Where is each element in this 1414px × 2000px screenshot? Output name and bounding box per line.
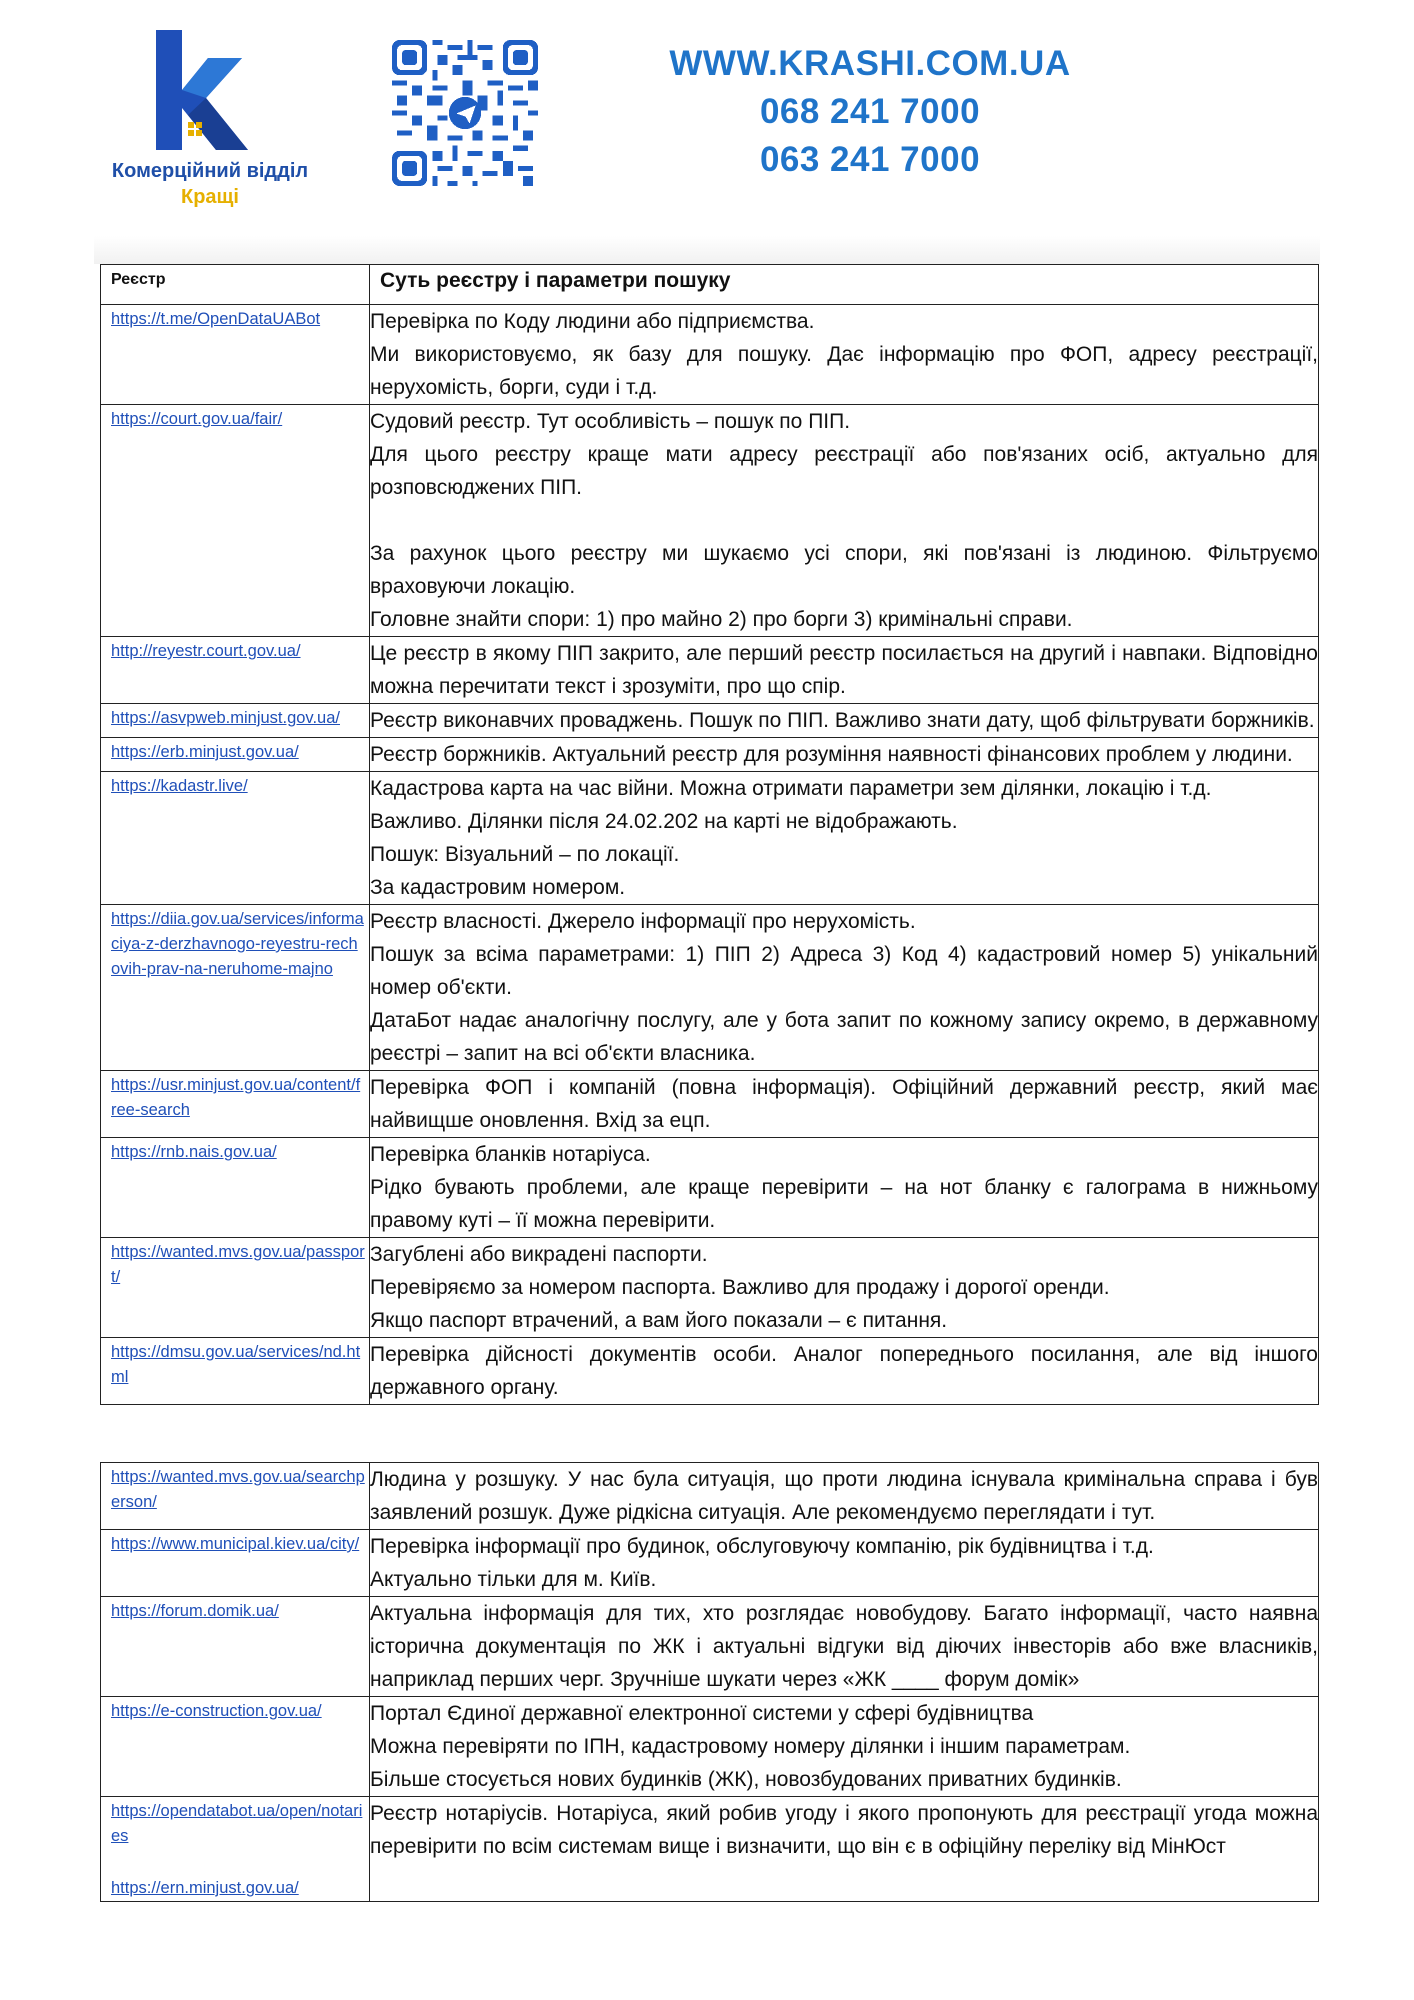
description-paragraph: Ми використовуємо, як базу для пошуку. Дає інформацію про ФОП, адресу реєстрації, нерухомість, борги, суди і т.д.: [370, 343, 1318, 399]
column-header-description: Суть реєстру і параметри пошуку: [370, 265, 1319, 305]
link-spacer: [101, 1849, 369, 1874]
registry-cell: [101, 1463, 370, 1530]
table-row: [101, 905, 1319, 1071]
registry-link[interactable]: https://e-construction.gov.ua/: [111, 1702, 322, 1720]
registry-cell: [101, 1071, 370, 1138]
description-paragraph: Це реєстр в якому ПІП закрито, але перший реєстр посилається на другий і навпаки. Відповідно можна перечитати текст і зрозуміти, про що спір.: [370, 642, 1318, 698]
table-row: [101, 704, 1319, 738]
qr-code[interactable]: [392, 40, 538, 186]
description-paragraph: Для цього реєстру краще мати адресу реєстрації або пов'язаних осіб, актуально для розповсюджених ПІП.: [370, 443, 1318, 499]
registry-link[interactable]: https://usr.minjust.gov.ua/content/free-search: [111, 1076, 361, 1119]
description-paragraph: Судовий реєстр. Тут особливість – пошук по ПІП.: [370, 410, 851, 433]
table-row: [101, 1238, 1319, 1338]
logo-text-brand: Кращі: [181, 186, 239, 208]
registry-cell: [101, 637, 370, 704]
description-paragraph: Важливо. Ділянки після 24.02.202 на карті не відображають.: [370, 810, 958, 833]
registry-cell: [101, 704, 370, 738]
registry-table-continued: [100, 1462, 1319, 1902]
description-paragraph: Пошук за всіма параметрами: 1) ПІП 2) Адреса 3) Код 4) кадастровий номер 5) унікальний номер об'єкти.: [370, 943, 1318, 999]
registry-link[interactable]: https://forum.domik.ua/: [111, 1602, 279, 1620]
description-paragraph: Перевірка по Коду людини або підприємства.: [370, 310, 815, 333]
column-header-registry: Реєстр: [101, 265, 370, 305]
registry-link[interactable]: http://reyestr.court.gov.ua/: [111, 642, 301, 660]
registry-cell: [101, 1697, 370, 1797]
description-cell: [370, 1697, 1319, 1797]
registry-link[interactable]: https://opendatabot.ua/open/notaries: [111, 1802, 363, 1845]
registry-link[interactable]: https://www.municipal.kiev.ua/city/: [111, 1535, 360, 1553]
description-paragraph: Реєстр боржників. Актуальний реєстр для розуміння наявності фінансових проблем у людини.: [370, 743, 1293, 766]
table-row: [101, 1530, 1319, 1597]
description-paragraph: Головне знайти спори: 1) про майно 2) про борги 3) кримінальні справи.: [370, 608, 1073, 631]
house-k-logo-icon: [148, 28, 278, 153]
registry-cell: [101, 1238, 370, 1338]
description-cell: [370, 1797, 1319, 1902]
qr-code-icon: [392, 40, 538, 186]
table-header-row: [101, 265, 1319, 305]
registry-link[interactable]: https://asvpweb.minjust.gov.ua/: [111, 709, 340, 727]
table-row: [101, 1071, 1319, 1138]
registry-link[interactable]: https://diia.gov.ua/services/informaciya-z-derzhavnogo-reyestru-rechovih-prav-na-neruhome-majno: [111, 910, 364, 978]
company-logo: [100, 28, 320, 218]
registry-link[interactable]: https://erb.minjust.gov.ua/: [111, 743, 299, 761]
description-paragraph: Пошук: Візуальний – по локації.: [370, 843, 680, 866]
description-paragraph: Перевіряємо за номером паспорта. Важливо для продажу і дорогої оренди.: [370, 1276, 1110, 1299]
registry-cell: [101, 1530, 370, 1597]
description-paragraph: Реєстр власності. Джерело інформації про нерухомість.: [370, 910, 916, 933]
description-paragraph: За рахунок цього реєстру ми шукаємо усі спори, які пов'язані із людиною. Фільтруємо враховуючи локацію.: [370, 542, 1318, 598]
description-cell: [370, 405, 1319, 637]
table-row: [101, 772, 1319, 905]
table-row: [101, 1463, 1319, 1530]
paragraph-spacer: [370, 504, 1318, 537]
registry-table: [100, 264, 1319, 1405]
phone-number-1[interactable]: 068 241 7000: [759, 92, 981, 131]
description-cell: [370, 305, 1319, 405]
registry-cell: [101, 1338, 370, 1405]
description-paragraph: Рідко бувають проблеми, але краще перевірити – на нот бланку є галограма в нижньому правому куті – її можна перевірити.: [370, 1176, 1318, 1232]
phone-number-2[interactable]: 063 241 7000: [759, 140, 981, 179]
registry-cell: [101, 305, 370, 405]
table-row: [101, 405, 1319, 637]
registry-link[interactable]: https://kadastr.live/: [111, 777, 248, 795]
registry-cell: [101, 405, 370, 637]
description-paragraph: Перевірка дійсності документів особи. Аналог попереднього посилання, але від іншого державного органу.: [370, 1343, 1318, 1399]
table-row: [101, 637, 1319, 704]
description-cell: [370, 1463, 1319, 1530]
table-row: [101, 1138, 1319, 1238]
registry-cell: [101, 905, 370, 1071]
description-paragraph: За кадастровим номером.: [370, 876, 626, 899]
logo-text-department: Комерційний відділ: [111, 160, 309, 182]
description-cell: [370, 704, 1319, 738]
description-paragraph: Актуально тільки для м. Київ.: [370, 1568, 657, 1591]
description-paragraph: Реєстр виконавчих проваджень. Пошук по ПІП. Важливо знати дату, щоб фільтрувати боржників.: [370, 709, 1315, 732]
registry-link[interactable]: https://wanted.mvs.gov.ua/searchperson/: [111, 1468, 365, 1511]
table-row: [101, 1697, 1319, 1797]
description-paragraph: Якщо паспорт втрачений, а вам його показали – є питання.: [370, 1309, 948, 1332]
description-paragraph: Людина у розшуку. У нас була ситуація, що проти людина існувала кримінальна справа і був заявлений розшук. Дуже рідкісна ситуація. Але рекомендуємо переглядати і тут.: [370, 1468, 1318, 1524]
registry-link[interactable]: https://dmsu.gov.ua/services/nd.html: [111, 1343, 361, 1386]
registry-link[interactable]: https://rnb.nais.gov.ua/: [111, 1143, 277, 1161]
description-cell: [370, 738, 1319, 772]
description-cell: [370, 1597, 1319, 1697]
table-row: [101, 1797, 1319, 1902]
registry-cell: [101, 772, 370, 905]
description-paragraph: Кадастрова карта на час війни. Можна отримати параметри зем ділянки, локацію і т.д.: [370, 777, 1212, 800]
registry-cell: [101, 738, 370, 772]
table-row: [101, 1338, 1319, 1405]
description-cell: [370, 772, 1319, 905]
registry-cell: [101, 1138, 370, 1238]
description-cell: [370, 905, 1319, 1071]
registry-link[interactable]: https://court.gov.ua/fair/: [111, 410, 283, 428]
description-paragraph: Загублені або викрадені паспорти.: [370, 1243, 708, 1266]
website-link[interactable]: WWW.KRASHI.COM.UA: [669, 44, 1071, 83]
registry-cell: [101, 1597, 370, 1697]
description-paragraph: ДатаБот надає аналогічну послугу, але у бота запит по кожному запису окремо, в державному реєстрі – запит на всі об'єкти власника.: [370, 1009, 1318, 1065]
description-paragraph: Перевірка бланків нотаріуса.: [370, 1143, 651, 1166]
description-cell: [370, 1238, 1319, 1338]
description-cell: [370, 1071, 1319, 1138]
registry-cell: [101, 1797, 370, 1902]
description-paragraph: Реєстр нотаріусів. Нотаріуса, який робив угоду і якого пропонують для реєстрації угода можна перевірити по всім системам вище і визначити, що він є в офіційну переліку від МінЮст: [370, 1802, 1318, 1858]
contact-block: [640, 40, 1100, 184]
registry-link[interactable]: https://ern.minjust.gov.ua/: [111, 1879, 299, 1897]
description-paragraph: Можна перевіряти по ІПН, кадастровому номеру ділянки і іншим параметрам.: [370, 1735, 1131, 1758]
description-cell: [370, 1338, 1319, 1405]
description-paragraph: Актуальна інформація для тих, хто розглядає новобудову. Багато інформації, часто наявна історична документація по ЖК і актуальні відгуки від діючих інвесторів або вже власників, наприклад перших черг. Зручніше шукати через «ЖК ____ форум домік»: [370, 1602, 1318, 1691]
registry-link[interactable]: https://wanted.mvs.gov.ua/passport/: [111, 1243, 365, 1286]
registry-link[interactable]: https://t.me/OpenDataUABot: [111, 310, 321, 328]
description-paragraph: Перевірка ФОП і компаній (повна інформація). Офіційний державний реєстр, який має найвищше оновлення. Вхід за ецп.: [370, 1076, 1318, 1132]
description-cell: [370, 1138, 1319, 1238]
header-divider-band: [94, 236, 1320, 264]
description-paragraph: Більше стосується нових будинків (ЖК), новозбудованих приватних будинків.: [370, 1768, 1122, 1791]
table-row: [101, 738, 1319, 772]
description-cell: [370, 637, 1319, 704]
description-paragraph: Перевірка інформації про будинок, обслуговуючу компанію, рік будівництва і т.д.: [370, 1535, 1154, 1558]
table-row: [101, 305, 1319, 405]
description-cell: [370, 1530, 1319, 1597]
description-paragraph: Портал Єдиної державної електронної системи у сфері будівництва: [370, 1702, 1034, 1725]
table-row: [101, 1597, 1319, 1697]
